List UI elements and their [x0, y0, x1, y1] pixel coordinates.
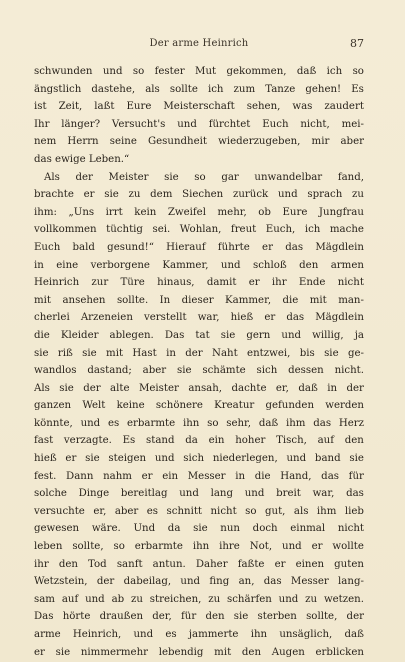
text-line: fest. Dann nahm er ein Messer in die Hand, das für: [34, 470, 364, 482]
page-number: 87: [350, 37, 364, 50]
text-line: ihr den Tod sanft antun. Daher faßte er einen guten: [34, 558, 364, 570]
text-line: solche Dinge bereitlag und lang und breit war, das: [34, 488, 364, 500]
text-line: sie riß sie mit Hast in der Naht entzwei, bis sie ge-: [34, 347, 364, 359]
text-line: sam auf und ab zu streichen, zu schärfen und zu wetzen.: [34, 593, 364, 605]
running-title: Der arme Heinrich: [149, 38, 249, 49]
text-line: mit ansehen sollte. In dieser Kammer, die mit man-: [34, 294, 364, 306]
text-line: hieß er sie steigen und sich niederlegen, und band sie: [34, 453, 364, 465]
text-line: die Kleider ablegen. Das tat sie gern und willig, ja: [34, 329, 364, 341]
text-line: Das hörte draußen der, für den sie sterben sollte, der: [34, 611, 364, 623]
text-line: brachte er sie zu dem Siechen zurück und sprach zu: [34, 189, 364, 201]
text-line: das ewige Leben.“: [34, 153, 130, 165]
text-line: fast verzagte. Es stand da ein hoher Tisch, auf den: [34, 435, 364, 447]
text-line: cherlei Arzeneien verstellt war, hieß er das Mägdlein: [34, 312, 364, 324]
text-line: Heinrich zur Türe hinaus, damit er ihr Ende nicht: [34, 277, 364, 289]
text-line: ihm: „Uns irrt kein Zweifel mehr, ob Eure Jungfrau: [34, 206, 364, 218]
text-line: in eine verborgene Kammer, und schloß den armen: [34, 259, 364, 271]
text-line: Euch bald gesund!“ Hierauf führte er das Mägdlein: [34, 241, 364, 253]
text-line: gewesen wäre. Und da sie nun doch einmal nicht: [34, 523, 364, 535]
text-line: schwunden und so fester Mut gekommen, daß ich so: [34, 66, 364, 77]
text-line: ist Zeit, laßt Eure Meisterschaft sehen, was zaudert: [34, 101, 364, 113]
text-line: Ihr länger? Versucht's und fürchtet Euch nicht, mei-: [34, 118, 364, 130]
text-line: ängstlich dastehe, als sollte ich zum Tanze gehen! Es: [34, 83, 364, 95]
text-line: leben sollte, so erbarmte ihn ihre Not, und er wollte: [34, 541, 364, 553]
text-line: könnte, und es erbarmte ihn so sehr, daß ihm das Herz: [34, 417, 364, 429]
text-line: Wetzstein, der dabeilag, und fing an, das Messer lang-: [34, 576, 364, 588]
text-line: nem Herrn seine Gesundheit wiederzugeben, mir aber: [34, 136, 364, 148]
body-text: [34, 63, 364, 661]
text-line: wandlos dastand; aber sie schämte sich dessen nicht.: [34, 365, 364, 377]
text-line: vollkommen tüchtig sei. Wohlan, freut Euch, ich mache: [34, 224, 364, 236]
text-line: er sie nimmermehr lebendig mit den Augen erblicken: [34, 646, 364, 658]
text-line: versuchte er, aber es schnitt nicht so gut, als ihm lieb: [34, 505, 364, 517]
page-header: [34, 38, 364, 52]
text-line: arme Heinrich, und es jammerte ihn unsäglich, daß: [34, 629, 364, 640]
text-line: Als der Meister sie so gar unwandelbar fand,: [44, 171, 364, 183]
text-line: Als sie der alte Meister ansah, dachte er, daß in der: [34, 382, 364, 394]
text-line: ganzen Welt keine schönere Kreatur gefunden werden: [34, 400, 364, 412]
